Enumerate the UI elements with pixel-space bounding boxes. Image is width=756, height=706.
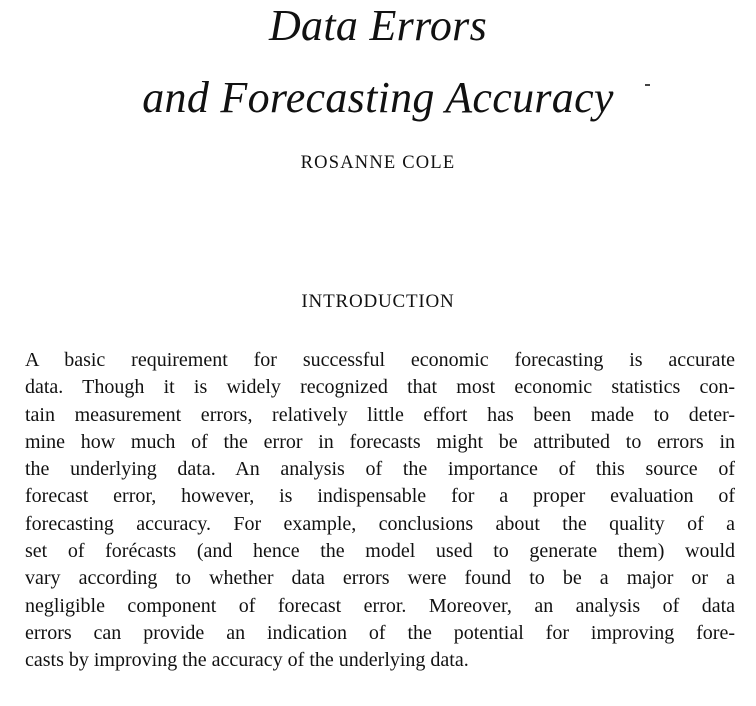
print-speck (645, 84, 650, 86)
paragraph-line: data. Though it is widely recognized that most economic statistics con- (25, 376, 735, 399)
paragraph-line: negligible component of forecast error. Moreover, an analysis of data (25, 594, 735, 617)
section-heading: INTRODUCTION (301, 291, 455, 312)
paragraph-line: forecast error, however, is indispensable for a proper evaluation of (25, 485, 735, 508)
author-name: ROSANNE COLE (300, 153, 456, 173)
paragraph-line: errors can provide an indication of the potential for improving fore- (25, 621, 735, 644)
paragraph-line: mine how much of the error in forecasts might be attributed to errors in (25, 430, 735, 453)
paragraph-line: forecasting accuracy. For example, conclusions about the quality of a (25, 512, 735, 535)
paragraph-line: casts by improving the accuracy of the underlying data. (25, 649, 469, 672)
title-line-2: and Forecasting Accuracy (142, 73, 614, 122)
body-paragraph (25, 347, 735, 675)
paragraph-line: the underlying data. An analysis of the importance of this source of (25, 458, 735, 481)
paragraph-line: tain measurement errors, relatively little effort has been made to deter- (25, 403, 735, 426)
paragraph-line: A basic requirement for successful economic forecasting is accurate (25, 349, 735, 371)
paragraph-line: set of forécasts (and hence the model used to generate them) would (25, 540, 735, 563)
paragraph-line: vary according to whether data errors were found to be a major or a (25, 567, 735, 590)
title-line-1: Data Errors (268, 1, 488, 50)
